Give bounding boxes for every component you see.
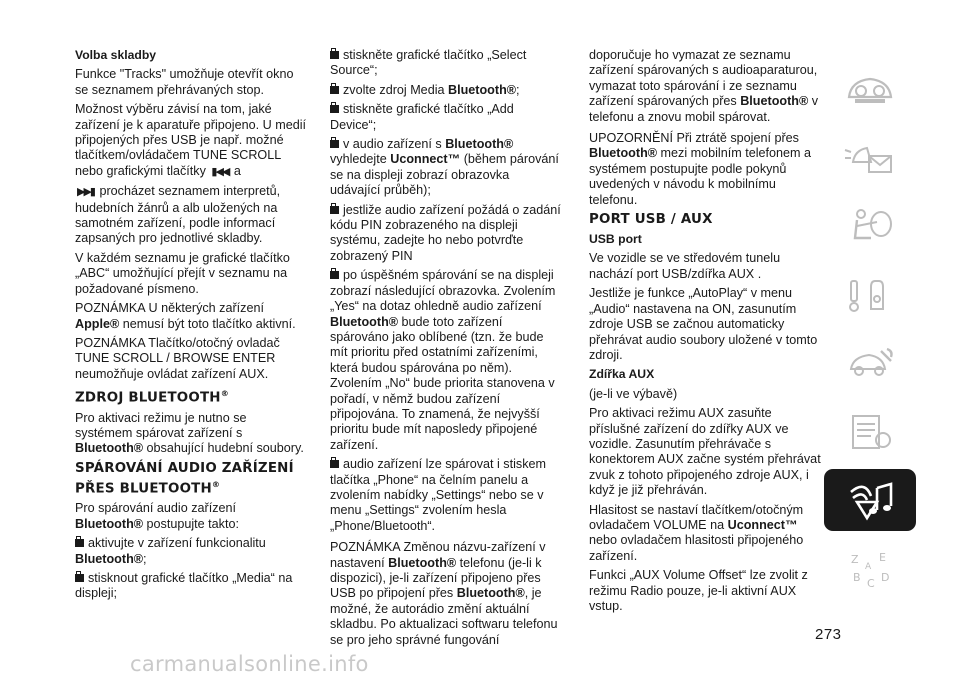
paragraph-moznost: Možnost výběru závisí na tom, jaké zařízení je k aparatuře připojeno. U medií připojených přes USB je např. možné tlačítkem/ovládačem TUNE SCROLL nebo grafickými tlačítky ▮◀◀ a	[75, 102, 307, 178]
chapter-tab-technical[interactable]	[824, 401, 916, 463]
tab-bullet-icon	[330, 105, 339, 113]
paragraph-doporucuje: doporučuje ho vymazat ze seznamu zařízení spárovaných s audioaparaturou, vymazat toto spárování i ze seznamu zařízení spárovaných přes Bluetooth® v telefonu a znovu mobil spárovat.	[589, 48, 819, 124]
svg-text:C: C	[867, 576, 875, 590]
svg-text:B: B	[853, 570, 861, 584]
list-item: zvolte zdroj Media Bluetooth®;	[330, 83, 562, 98]
tab-bullet-icon	[330, 271, 339, 279]
chapter-tab-dashboard[interactable]	[824, 58, 916, 120]
column-2	[330, 48, 562, 652]
car-light-envelope-icon	[841, 136, 899, 180]
column-3	[589, 48, 821, 618]
alphabet-index-icon	[841, 547, 899, 591]
chapter-tab-starting[interactable]	[824, 264, 916, 326]
list-item: po úspěšném spárování se na displeji zobrazí následující obrazovka. Zvolením „Yes“ na dotaz ohledně audio zařízení Bluetooth® bude toto zařízení spárováno jako oblíbené (tzn. že bude mít prioritu před ostatními zařízeními, která budou spárována po něm). Zvolením „No“ bude priorita stanovena v pořadí, v němž budou zařízení připojována. To znamená, že nejvyšší prioritu bude mít naposledy připojené zařízení.	[330, 268, 556, 452]
tab-bullet-icon	[75, 574, 84, 582]
note-apple: POZNÁMKA U některých zařízení Apple® nemusí být toto tlačítko aktivní.	[75, 301, 296, 331]
tab-bullet-icon	[330, 86, 339, 94]
airbag-seat-icon	[841, 204, 899, 248]
paragraph-jeli-vybave: (je-li ve výbavě)	[589, 386, 678, 401]
page-number: 273	[815, 626, 842, 643]
paragraph-autoplay: Jestliže je funkce „AutoPlay“ v menu „Audio“ nastavena na ON, zasunutím zdroje USB se začnou automaticky přehrávat audio soubory uložené v tomto zdroji.	[589, 286, 818, 362]
heading-port-usb-aux: PORT USB / AUX	[589, 212, 713, 228]
chapter-tab-safety[interactable]	[824, 195, 916, 257]
multimedia-icon	[841, 478, 899, 522]
skip-back-icon: ▮◀◀	[211, 165, 229, 178]
list-item: v audio zařízení s Bluetooth® vyhledejte Uconnect™ (během párování se na displeji zobrazí obrazovka udávající průběh);	[330, 137, 559, 198]
watermark: carmanualsonline.info	[130, 652, 369, 676]
subheading-usb-port: USB port	[589, 232, 642, 247]
chapter-tab-multimedia[interactable]	[824, 469, 916, 531]
svg-text:D: D	[881, 570, 890, 584]
chapter-tab-index[interactable]	[824, 538, 916, 600]
car-dashboard-icon	[841, 67, 899, 111]
paragraph-kazdem: V každém seznamu je grafické tlačítko „ABC“ umožňující přejít v seznamu na požadované písmeno.	[75, 250, 290, 296]
subheading-zdirka-aux: Zdířka AUX	[589, 367, 655, 382]
tab-bullet-icon	[330, 206, 339, 214]
paragraph-prochazet: ▶▶▮ procházet seznamem interpretů, hudebních žánrů a alb uložených na samotném zařízení, podle informací zapsaných pro jednotlivé skladby.	[75, 184, 281, 246]
column-1	[75, 48, 307, 606]
paragraph-usb: Ve vozidle se ve středovém tunelu nachází port USB/zdířka AUX .	[589, 251, 781, 281]
list-item: stiskněte grafické tlačítko „Add Device“;	[330, 102, 514, 132]
heading-zdroj-bluetooth: ZDROJ BLUETOOTH®	[75, 389, 229, 406]
chapter-tab-lights[interactable]	[824, 127, 916, 189]
list-item: stisknout grafické tlačítko „Media“ na displeji;	[75, 570, 293, 601]
paragraph-aktivaci: Pro aktivaci režimu je nutno se systémem spárovat zařízení s Bluetooth® obsahující hudební soubory.	[75, 410, 304, 456]
tab-bullet-icon	[330, 140, 339, 148]
svg-text:E: E	[879, 550, 886, 564]
spec-sheet-icon	[841, 410, 899, 454]
car-wrench-icon	[841, 341, 899, 385]
list-item: aktivujte v zařízení funkcionalitu Bluetooth®;	[75, 536, 266, 566]
svg-text:Z: Z	[851, 552, 859, 566]
svg-text:A: A	[865, 561, 872, 572]
tab-bullet-icon	[75, 539, 84, 547]
tab-bullet-icon	[330, 460, 339, 468]
tools-icon	[841, 273, 899, 317]
list-item: audio zařízení lze spárovat i stiskem tlačítka „Phone“ na čelním panelu a zvolením nabídky „Settings“ nebo se v menu „Settings“ zvolením hesla „Phone/Bluetooth“.	[330, 457, 546, 533]
heading-parovani: SPÁROVÁNÍ AUDIO ZAŘÍZENÍ PŘES BLUETOOTH®	[75, 460, 294, 497]
paragraph-tracks: Funkce "Tracks" umožňuje otevřít okno se seznamem přehrávaných stop.	[75, 67, 294, 97]
paragraph-hlasitost: Hlasitost se nastaví tlačítkem/otočným ovladačem VOLUME na Uconnect™ nebo ovladačem hlasitosti připojeného zařízení.	[589, 502, 804, 563]
chapter-sidebar	[824, 58, 914, 606]
subheading-volba-skladby: Volba skladby	[75, 48, 157, 62]
paragraph-aux: Pro aktivaci režimu AUX zasuňte příslušné zařízení do zdířky AUX ve vozidle. Zasunutím přehrávače s konektorem AUX začne systém přehrávat zvuk z tohoto připojeného zdroje AUX, i když je již přehráván.	[589, 406, 821, 498]
tab-bullet-icon	[330, 51, 339, 59]
chapter-tab-emergency[interactable]	[824, 332, 916, 394]
skip-forward-icon: ▶▶▮	[77, 186, 94, 199]
note-nazev-zarizeni: POZNÁMKA Změnou názvu-zařízení v nastavení Bluetooth® telefonu (je-li k dispozici), je-li zařízení připojeno přes USB po připojení přes Bluetooth®, je možné, že autorádio změní aktuální skladbu. Po aktualizaci softwaru telefonu se pro jeho správné fungování	[330, 540, 558, 647]
note-tune-scroll: POZNÁMKA Tlačítko/otočný ovladač TUNE SCROLL / BROWSE ENTER neumožňuje ovládat zařízení AUX.	[75, 335, 280, 381]
list-item: jestliže audio zařízení požádá o zadání kódu PIN zobrazeného na displeji systému, zadejte ho nebo potvrďte zobrazený PIN	[330, 202, 561, 263]
warning-ztrata-spojeni: UPOZORNĚNÍ Při ztrátě spojení přes Bluetooth® mezi mobilním telefonem a systémem postupujte podle pokynů uvedených v návodu k mobilnímu telefonu.	[589, 131, 812, 207]
paragraph-parovani: Pro spárování audio zařízení Bluetooth® postupujte takto:	[75, 501, 239, 531]
paragraph-aux-offset: Funkci „AUX Volume Offset“ lze zvolit z režimu Radio pouze, je-li aktivní AUX vstup.	[589, 568, 808, 613]
list-item: stiskněte grafické tlačítko „Select Source“;	[330, 48, 527, 78]
